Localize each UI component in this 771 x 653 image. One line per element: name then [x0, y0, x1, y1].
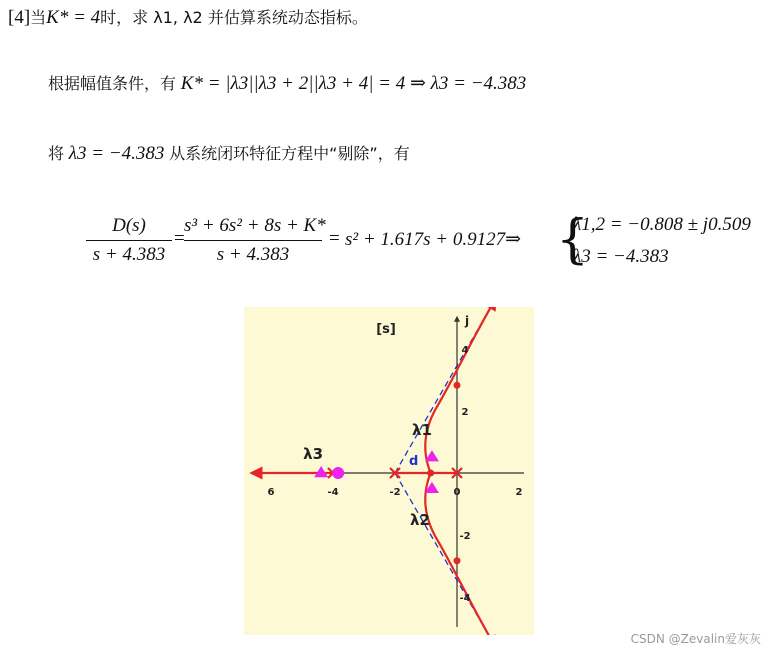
- imag-axis-crossing: [454, 382, 461, 389]
- lambda3-value: λ3 = −4.383: [68, 143, 165, 164]
- root-locus-figure: [244, 307, 534, 635]
- watermark: CSDN @Zevalin爱灰灰: [630, 632, 761, 646]
- root-locus-chart: [244, 307, 534, 635]
- problem-tail: 时，求 λ1, λ2 并估算系统动态指标。: [100, 8, 368, 27]
- breakaway-point: [427, 470, 434, 477]
- quotient-text: s² + 1.617s + 0.9127: [345, 229, 506, 250]
- imag-axis-crossing: [454, 557, 461, 564]
- implies-arrow: ⇒: [505, 229, 522, 250]
- x-tick-label: 6: [267, 487, 275, 498]
- quotient-polynomial: [345, 228, 521, 251]
- plot-background: [244, 307, 534, 635]
- fraction-mid-denominator: s + 4.383: [216, 244, 290, 265]
- x-tick-label: 2: [515, 487, 523, 498]
- equals-sign: =: [329, 228, 340, 249]
- imag-axis-label: j: [464, 314, 470, 328]
- solution-lambda3: λ3 = −4.383: [573, 246, 669, 267]
- fraction-mid-numerator: s³ + 6s² + 8s + K*: [184, 215, 326, 236]
- chart-title: [s]: [376, 322, 396, 337]
- y-tick-label: -2: [459, 531, 471, 542]
- left-brace: {: [556, 210, 590, 270]
- x-tick-label: 0: [453, 487, 461, 498]
- y-tick-label: 4: [461, 345, 469, 356]
- step1-lead: 根据幅值条件，有: [48, 74, 177, 93]
- k-condition: K* = 4: [46, 7, 101, 28]
- lambda1-label: λ1: [411, 421, 432, 440]
- equals-sign: =: [174, 228, 185, 249]
- fraction-middle: [184, 214, 326, 267]
- solution-lambda12: λ1,2 = −0.808 ± j0.509: [573, 214, 751, 235]
- problem-statement: [8, 6, 368, 30]
- remove-root-line: [48, 142, 410, 166]
- x-tick-label: -4: [327, 487, 339, 498]
- fraction-bar: [184, 240, 322, 241]
- fraction-bar: [86, 240, 172, 241]
- x-tick-label: -2: [389, 487, 401, 498]
- lambda2-label: λ2: [409, 510, 430, 529]
- fraction-left-numerator: D(s): [112, 215, 146, 236]
- fraction-left: [86, 214, 172, 267]
- problem-prefix: 当: [30, 8, 47, 27]
- fraction-left-denominator: s + 4.383: [92, 244, 166, 265]
- step2-tail: 从系统闭环特征方程中“剔除”，有: [169, 144, 410, 163]
- lambda3-label: λ3: [303, 445, 324, 463]
- magnitude-equation: K* = |λ3||λ3 + 2||λ3 + 4| = 4 ⇒ λ3 = −4.383: [180, 73, 527, 94]
- y-tick-label: -4: [459, 593, 471, 604]
- problem-index: [4]: [8, 7, 31, 28]
- y-tick-label: 2: [461, 407, 469, 418]
- lambda3-circle: [332, 467, 344, 479]
- magnitude-condition-line: [48, 72, 526, 96]
- breakaway-label: d: [408, 454, 419, 469]
- step2-lead: 将: [48, 144, 65, 163]
